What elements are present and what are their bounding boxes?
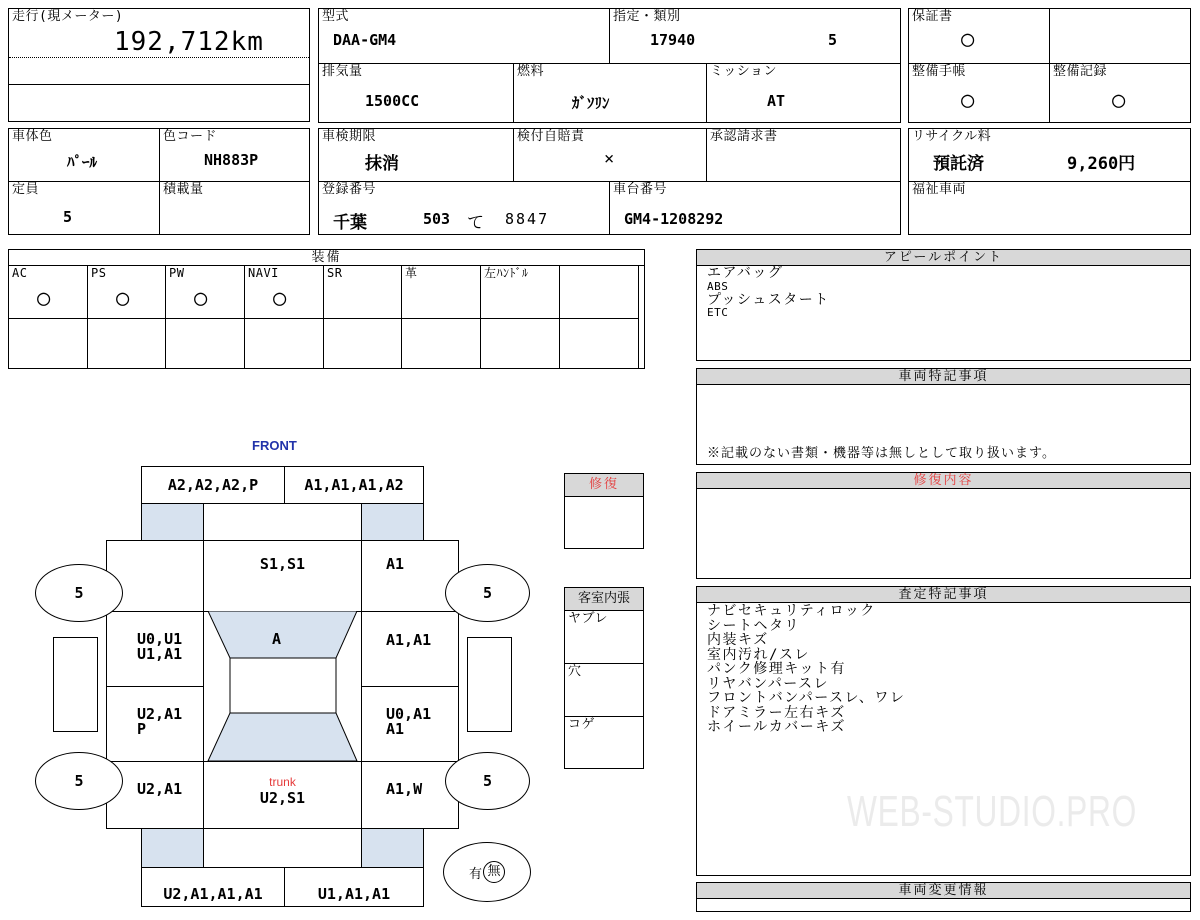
assessment-line: ドアミラー左右キズ <box>707 704 846 721</box>
capacity-label: 定員 <box>12 182 40 197</box>
repair-box <box>564 473 644 549</box>
assessment-line: 内装キズ <box>707 632 769 648</box>
warranty-mark: ○ <box>961 27 975 52</box>
transmission-cell <box>706 63 901 123</box>
rear-quarter-left: U2,A1 <box>106 761 204 829</box>
inspection-label: 車検期限 <box>322 129 377 144</box>
recycle-status: 預託済 <box>933 154 984 174</box>
rear-bumper-right: U1,A1,A1 <box>284 867 424 907</box>
hood: S1,S1 <box>203 540 362 612</box>
windshield-value: A <box>272 630 282 648</box>
capacity-value: 5 <box>63 208 73 226</box>
vehicle-notes-box <box>696 368 1191 465</box>
designation-label: 指定・類別 <box>613 9 681 24</box>
rear-left-pillar <box>141 828 204 868</box>
mirror-right <box>467 637 512 732</box>
roof-and-windows <box>203 611 362 762</box>
watermark: WEB-STUDIO.PRO <box>847 787 1137 836</box>
appeal-line: ABS <box>707 279 729 293</box>
equipment-item-label: PW <box>169 266 185 280</box>
approval-request-label: 承認請求書 <box>710 129 778 144</box>
transmission-label: ミッション <box>710 64 777 79</box>
front-bumper-left: A2,A2,A2,P <box>141 466 285 504</box>
model-value: DAA-GM4 <box>333 31 397 49</box>
mirror-left <box>53 637 98 732</box>
appeal-line: プッシュスタート <box>707 291 830 308</box>
assessment-line: 室内汚れ/スレ <box>707 646 810 663</box>
repair-detail-box <box>696 472 1191 579</box>
equipment-item-mark: ○ <box>37 286 51 311</box>
trunk-label: trunk <box>269 775 296 789</box>
designation-class: 5 <box>828 31 838 49</box>
equipment-item-label: AC <box>12 266 28 280</box>
equipment-title: 装備 <box>9 250 644 266</box>
front-fender-right: A1 <box>361 540 459 612</box>
displacement-label: 排気量 <box>322 64 363 79</box>
load-label: 積載量 <box>163 182 204 197</box>
rear-door-right: U0,A1 A1 <box>361 686 459 762</box>
assessment-line: パンク修理キット有 <box>707 661 846 677</box>
registration-label: 登録番号 <box>322 182 377 197</box>
assessment-line: ホイールカバーキズ <box>707 719 846 735</box>
assessment-line: フロントバンパースレ、ワレ <box>707 690 906 706</box>
designation-cell <box>609 8 901 64</box>
recycle-cell <box>908 128 1191 182</box>
fuel-value: ｶﾞｿﾘﾝ <box>572 94 610 112</box>
maintenance-book-label: 整備手帳 <box>912 64 967 79</box>
assessment-box <box>696 586 1191 876</box>
rear-bumper-left: U2,A1,A1,A1 <box>141 867 285 907</box>
interior-row: ヤブレ <box>564 610 644 664</box>
equipment-item-label: 左ﾊﾝﾄﾞﾙ <box>484 266 529 280</box>
equipment-item-label: PS <box>91 266 107 280</box>
equipment-item-mark: ○ <box>194 286 208 311</box>
equipment-item-label: SR <box>327 266 343 280</box>
trunk <box>203 761 362 829</box>
vehicle-notes-title: 車両特記事項 <box>697 369 1190 385</box>
interior-row: コゲ <box>564 716 644 769</box>
equipment-item-label: NAVI <box>248 266 279 280</box>
chassis-label: 車台番号 <box>613 182 668 197</box>
spare-have: 有 <box>468 866 482 882</box>
transmission-value: AT <box>767 92 786 110</box>
rear-quarter-right: A1,W <box>361 761 459 829</box>
warranty-cell <box>908 8 1050 64</box>
trunk-value: U2,S1 <box>259 789 306 807</box>
maintenance-book-mark: ○ <box>961 88 975 113</box>
vehicle-notes-footer: ※記載のない書類・機器等は無しとして取り扱います。 <box>707 446 1056 461</box>
designation-number: 17940 <box>650 31 696 49</box>
tire-front-left: 5 <box>35 564 123 622</box>
front-center-gap <box>203 503 362 541</box>
front-right-pillar <box>361 503 424 541</box>
interior-row: 穴 <box>564 663 644 717</box>
equipment-item-label: 革 <box>405 266 418 280</box>
front-door-left: U0,U1 U1,A1 <box>106 611 204 687</box>
front-door-right: A1,A1 <box>361 611 459 687</box>
car-diagram <box>0 0 560 903</box>
inspection-value: 抹消 <box>365 154 399 174</box>
tire-rear-right: 5 <box>445 752 530 810</box>
warranty-label: 保証書 <box>912 9 953 24</box>
registration-kana: て <box>467 213 484 233</box>
color-code-label: 色コード <box>163 129 218 144</box>
welfare-label: 福祉車両 <box>912 182 967 197</box>
rear-door-left: U2,A1 P <box>106 686 204 762</box>
insurance-label: 検付自賠責 <box>517 129 585 144</box>
equipment-item-mark: ○ <box>116 286 130 311</box>
body-color-value: ﾊﾟｰﾙ <box>67 153 98 171</box>
model-label: 型式 <box>322 9 350 24</box>
registration-class-no: 503 <box>423 210 451 228</box>
color-code-value: NH883P <box>204 151 259 169</box>
equipment-blank <box>559 318 639 369</box>
registration-region: 千葉 <box>333 213 367 233</box>
appeal-box <box>696 249 1191 361</box>
assessment-line: リヤバンパースレ <box>707 675 830 692</box>
maintenance-record-label: 整備記録 <box>1053 64 1108 79</box>
mileage-label: 走行(現メーター) <box>12 9 124 24</box>
displacement-value: 1500CC <box>365 92 420 110</box>
repair-detail-title: 修復内容 <box>697 473 1190 489</box>
tire-front-right: 5 <box>445 564 530 622</box>
appeal-line: ETC <box>707 306 729 319</box>
appeal-title: アピールポイント <box>697 250 1190 266</box>
warranty-blank-cell <box>1049 8 1191 64</box>
registration-number: 8847 <box>505 210 550 228</box>
recycle-amount: 9,260円 <box>1067 154 1136 174</box>
equipment-item-mark: ○ <box>273 286 287 311</box>
spare-none: 無 <box>483 861 505 883</box>
repair-title: 修復 <box>565 474 643 497</box>
interior-box <box>564 587 644 769</box>
interior-title: 客室内張 <box>565 588 643 611</box>
chassis-cell <box>609 181 901 235</box>
welfare-cell <box>908 181 1191 235</box>
maintenance-record-mark: ○ <box>1112 88 1126 113</box>
mileage-value: 192,712km <box>114 27 264 57</box>
tire-rear-left: 5 <box>35 752 123 810</box>
rear-center-gap <box>203 828 362 868</box>
assessment-title: 査定特記事項 <box>697 587 1190 603</box>
rear-right-pillar <box>361 828 424 868</box>
recycle-label: リサイクル料 <box>912 129 992 144</box>
appeal-line: エアバッグ <box>707 265 784 281</box>
spare-tire <box>443 842 531 902</box>
approval-request-cell <box>706 128 901 182</box>
maintenance-record-cell <box>1049 63 1191 123</box>
front-left-pillar <box>141 503 204 541</box>
fuel-label: 燃料 <box>517 64 545 79</box>
vehicle-change-title: 車両変更情報 <box>697 883 1190 899</box>
front-label: FRONT <box>252 438 297 453</box>
vehicle-change-box <box>696 882 1191 912</box>
assessment-line: シートヘタリ <box>707 617 800 634</box>
chassis-value: GM4-1208292 <box>624 210 724 228</box>
maintenance-book-cell <box>908 63 1050 123</box>
equipment-item <box>559 265 639 319</box>
body-color-label: 車体色 <box>12 129 53 144</box>
insurance-value: × <box>604 149 615 169</box>
front-bumper-right: A1,A1,A1,A2 <box>284 466 424 504</box>
assessment-line: ナビセキュリティロック <box>707 603 876 619</box>
